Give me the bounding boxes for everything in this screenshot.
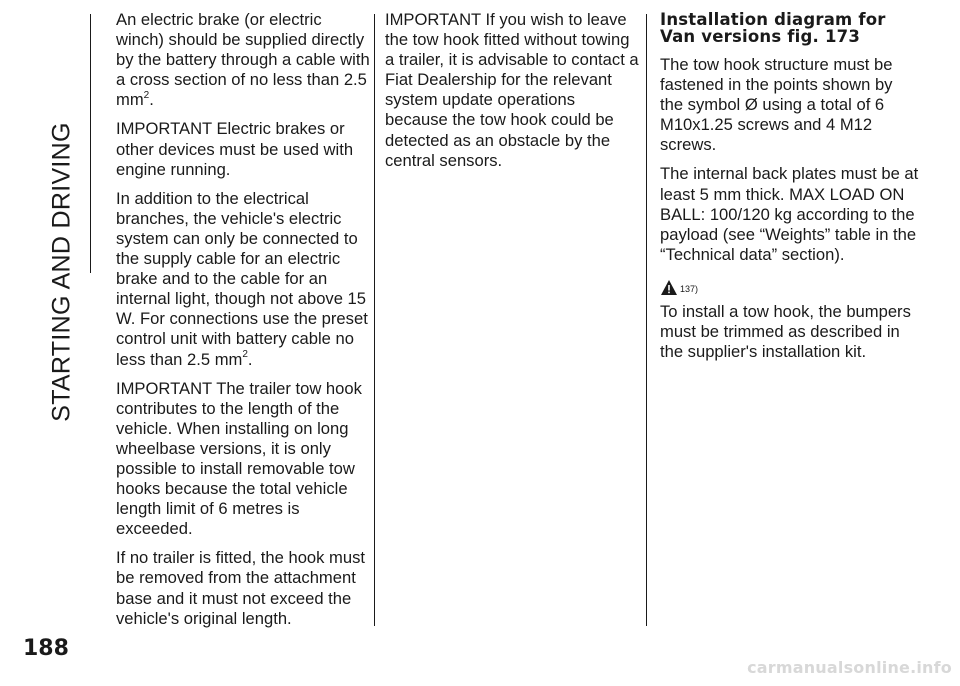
column-divider-2: [646, 14, 647, 626]
warning-reference-number: 137): [680, 283, 699, 294]
warning-reference: [660, 274, 920, 296]
column-divider-1: [374, 14, 375, 626]
column-3: [660, 10, 920, 371]
paragraph-back-plates: The internal back plates must be at least 5 mm thick. MAX LOAD ON BALL: 100/120 kg according to the payload (see “Weights” table in the “Technical data” section).: [660, 164, 919, 264]
paragraph-important-engine: IMPORTANT Electric brakes or other devices must be used with engine running.: [116, 119, 354, 179]
section-title: Installation diagram for Van versions fig. 173: [660, 10, 886, 46]
paragraph-important-dealership: IMPORTANT If you wish to leave the tow hook fitted without towing a trailer, it is advisable to contact a Fiat Dealership for the relevant system update operations because the tow hook could be detected as an obstacle by the central sensors.: [385, 10, 639, 170]
paragraph-bumpers: To install a tow hook, the bumpers must be trimmed as described in the supplier's installation kit.: [660, 301, 911, 362]
warning-triangle-icon: [660, 279, 678, 296]
paragraph-important-length: IMPORTANT The trailer tow hook contributes to the length of the vehicle. When installing on long wheelbase versions, it is only possible to install removable tow hooks because the total vehicle length limit of 6 metres is exceeded.: [116, 378, 362, 539]
watermark: carmanualsonline.info: [747, 658, 952, 677]
paragraph-electrical-branches: In addition to the electrical branches, the vehicle's electric system can only be connected to the supply cable for an electric brake and to the cable for an internal light, though not above 15 W. For connections use the preset control unit with battery cable no less than 2.5 $mm^2$.: [116, 188, 368, 369]
column-1: [116, 10, 372, 638]
paragraph-electric-brake: An electric brake (or electric winch) should be supplied directly by the battery through a cable with a cross section of no less than 2.5 $mm^2$.: [116, 10, 370, 110]
column-2: [385, 10, 641, 180]
paragraph-fastening: The tow hook structure must be fastened in the points shown by the symbol Ø using a total of 6 M10x1.25 screws and 4 M12 screws.: [660, 55, 893, 155]
section-tab-rule: [90, 14, 91, 273]
page-number: 188: [23, 636, 69, 661]
paragraph-no-trailer: If no trailer is fitted, the hook must be removed from the attachment base and it must not exceed the vehicle's original length.: [116, 548, 366, 628]
section-tab-label: STARTING AND DRIVING: [47, 122, 76, 422]
